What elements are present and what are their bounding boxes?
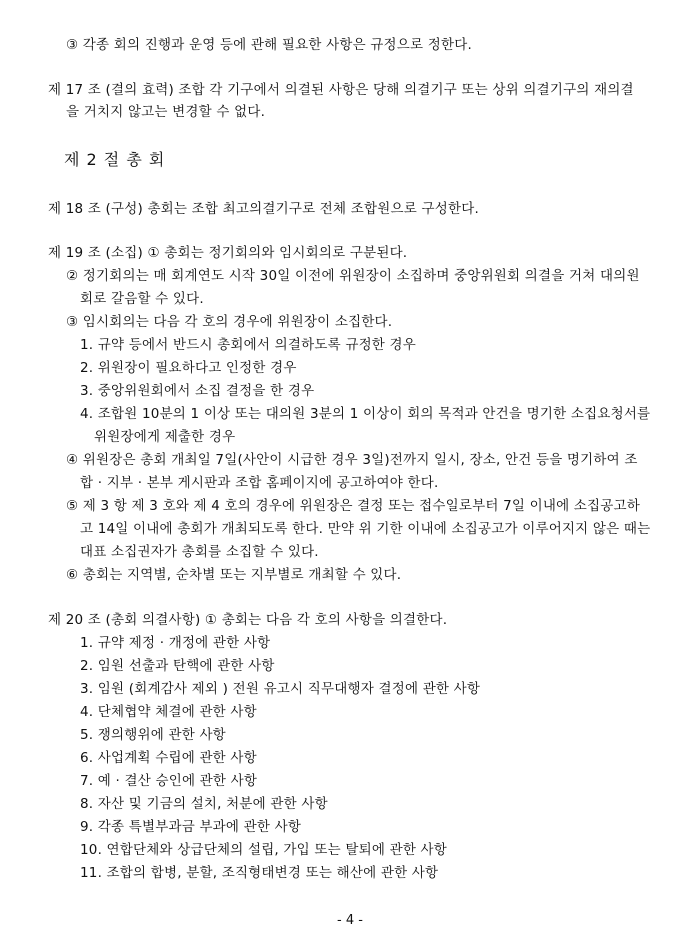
text-line: 합 · 지부 · 본부 게시판과 조합 홈페이지에 공고하여야 한다.: [80, 475, 439, 491]
text-line: ⑥ 총회는 지역별, 순차별 또는 지부별로 개최할 수 있다.: [66, 567, 402, 583]
list-item: 4. 조합원 10분의 1 이상 또는 대의원 3분의 1 이상이 회의 목적과 안건을 명기한 소집요청서를: [80, 406, 651, 422]
list-item: 4. 단체협약 체결에 관한 사항: [80, 704, 257, 720]
article-20-heading: 제 20 조 (총회 의결사항) ① 총회는 다음 각 호의 사항을 의결한다.: [48, 612, 448, 628]
list-item: 10. 연합단체와 상급단체의 설립, 가입 또는 탈퇴에 관한 사항: [80, 842, 448, 858]
text-line: ③ 각종 회의 진행과 운영 등에 관해 필요한 사항은 규정으로 정한다.: [66, 37, 472, 53]
text-line: 고 14일 이내에 총회가 개최되도록 한다. 만약 위 기한 이내에 소집공고가 이루어지지 않은 때는: [80, 521, 651, 537]
text-line: 위원장에게 제출한 경우: [94, 429, 236, 445]
list-item: 3. 임원 (회계감사 제외 ) 전원 유고시 직무대행자 결정에 관한 사항: [80, 681, 481, 697]
list-item: 8. 자산 및 기금의 설치, 처분에 관한 사항: [80, 796, 328, 812]
text-line: ② 정기회의는 매 회계연도 시작 30일 이전에 위원장이 소집하며 중앙위원회 의결을 거쳐 대의원: [66, 268, 640, 284]
text-line: ③ 임시회의는 다음 각 호의 경우에 위원장이 소집한다.: [66, 314, 393, 330]
text-line: ④ 위원장은 총회 개최일 7일(사안이 시급한 경우 3일)전까지 일시, 장소, 안건 등을 명기하여 조: [66, 452, 638, 468]
list-item: 6. 사업계획 수립에 관한 사항: [80, 750, 257, 766]
list-item: 1. 규약 제정 · 개정에 관한 사항: [80, 635, 271, 651]
article-17-heading: 제 17 조 (결의 효력) 조합 각 기구에서 의결된 사항은 당해 의결기구 또는 상위 의결기구의 재의결: [48, 82, 634, 98]
list-item: 5. 쟁의행위에 관한 사항: [80, 727, 226, 743]
list-item: 7. 예 · 결산 승인에 관한 사항: [80, 773, 258, 789]
text-line: 회로 갈음할 수 있다.: [80, 291, 204, 307]
list-item: 11. 조합의 합병, 분할, 조직형태변경 또는 해산에 관한 사항: [80, 865, 439, 881]
list-item: 1. 규약 등에서 반드시 총회에서 의결하도록 규정한 경우: [80, 337, 417, 353]
article-18-heading: 제 18 조 (구성) 총회는 조합 최고의결기구로 전체 조합원으로 구성한다.: [48, 201, 479, 217]
text-line: ⑤ 제 3 항 제 3 호와 제 4 호의 경우에 위원장은 결정 또는 접수일로부터 7일 이내에 소집공고하: [66, 498, 641, 514]
list-item: 3. 중앙위원회에서 소집 결정을 한 경우: [80, 383, 315, 399]
section-title: 제 2 절 총 회: [64, 150, 166, 169]
list-item: 2. 위원장이 필요하다고 인정한 경우: [80, 360, 297, 376]
page-number: - 4 -: [337, 913, 363, 928]
list-item: 9. 각종 특별부과금 부과에 관한 사항: [80, 819, 302, 835]
article-19-heading: 제 19 조 (소집) ① 총회는 정기회의와 임시회의로 구분된다.: [48, 245, 408, 261]
text-line: 대표 소집권자가 총회를 소집할 수 있다.: [80, 544, 319, 560]
list-item: 2. 임원 선출과 탄핵에 관한 사항: [80, 658, 275, 674]
text-line: 을 거치지 않고는 변경할 수 없다.: [66, 104, 266, 120]
